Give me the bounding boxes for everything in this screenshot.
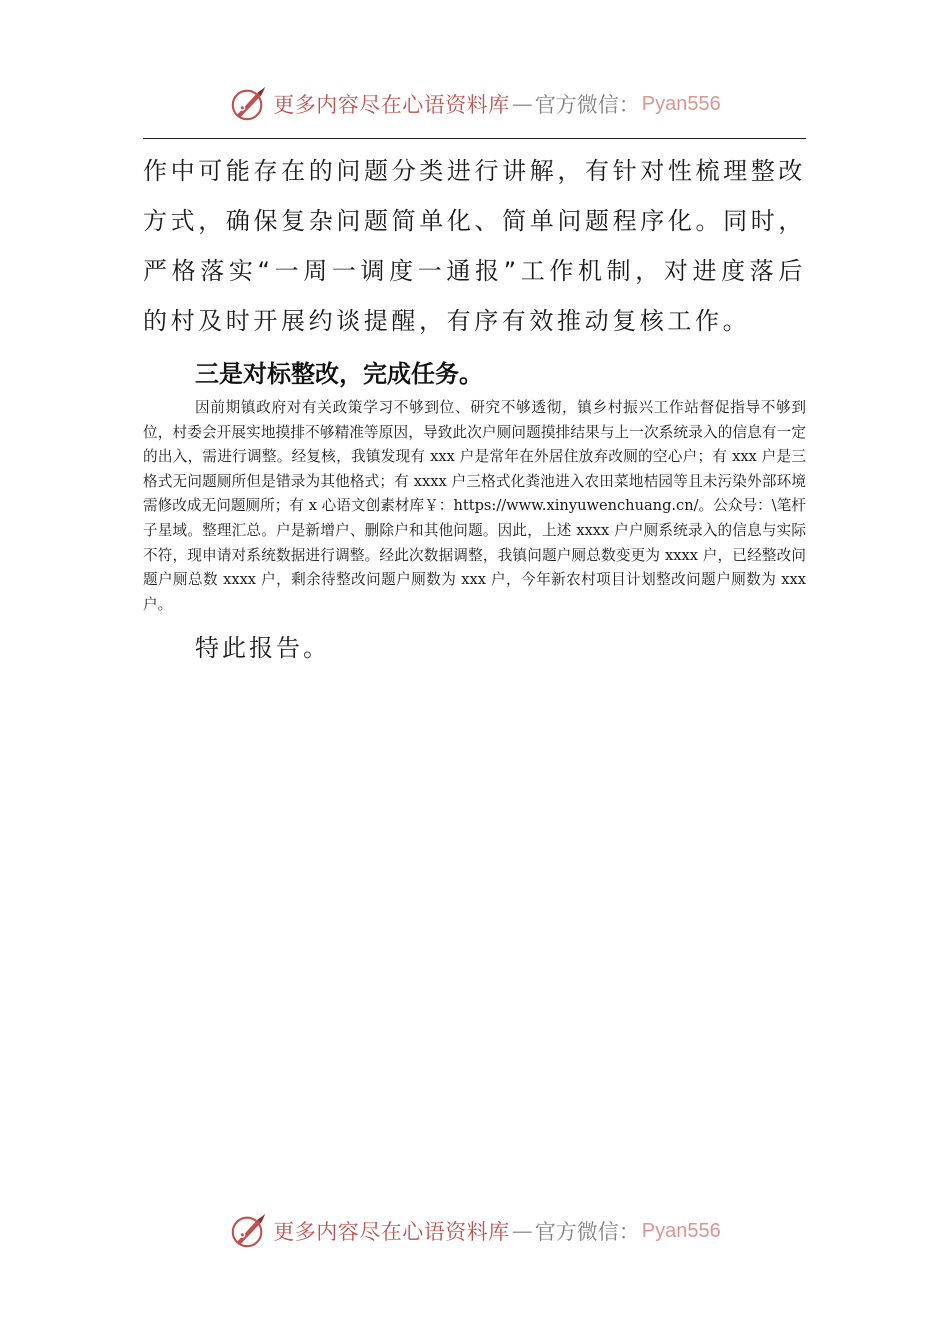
closing-line: 特此报告。 [195, 634, 330, 662]
header-wechat-id: Pyan556 [641, 92, 721, 115]
footer-brand: 更多内容尽在心语资料库 [273, 1220, 510, 1244]
quill-logo-icon [229, 85, 267, 123]
page-header [0, 80, 950, 128]
body-paragraph-1: 作中可能存在的问题分类进行讲解，有针对性梳理整改方式，确保复杂问题简单化、简单问题程序化。同时，严格落实“一周一调度一通报”工作机制，对进度落后的村及时开展约谈提醒，有序有效推动复核工作。 [143, 157, 806, 335]
header-wechat-label: 官方微信： [534, 93, 640, 117]
header-rule [143, 138, 806, 139]
quill-logo-icon [229, 1212, 267, 1250]
footer-wechat-label: 官方微信： [534, 1220, 640, 1244]
body-paragraph-2: 因前期镇政府对有关政策学习不够到位、研究不够透彻，镇乡村振兴工作站督促指导不够到位，村委会开展实地摸排不够精准等原因，导致此次户厕问题摸排结果与上一次系统录入的信息有一定的出入，需进行调整。经复核，我镇发现有 xxx 户是常年在外居住放弃改厕的空心户；有 xxx 户是三格式无问题厕所但是错录为其他格式；有 xxxx 户三格式化粪池进入农田菜地桔园等且未污染外部环境需修改成无问题厕所；有 x 心语文创素材库￥：https://www.xinyuwenchuang.cn/。公众号：\笔杆子星域。整理汇总。户是新增户、删除户和其他问题。因此，上述 xxxx 户户厕系统录入的信息与实际不符，现申请对系统数据进行调整。经此次数据调整，我镇问题户厕总数变更为 xxxx 户，已经整改问题户厕总数 xxxx 户，剩余待整改问题户厕数为 xxx 户，今年新农村项目计划整改问题户厕数为 xxx 户。 [143, 399, 807, 613]
page-footer [0, 1207, 950, 1255]
header-brand: 更多内容尽在心语资料库 [273, 93, 510, 117]
footer-wechat-id: Pyan556 [641, 1219, 721, 1242]
section-heading: 三是对标整改，完成任务。 [195, 360, 483, 388]
footer-dash: — [511, 1219, 533, 1243]
header-dash: — [511, 92, 533, 116]
